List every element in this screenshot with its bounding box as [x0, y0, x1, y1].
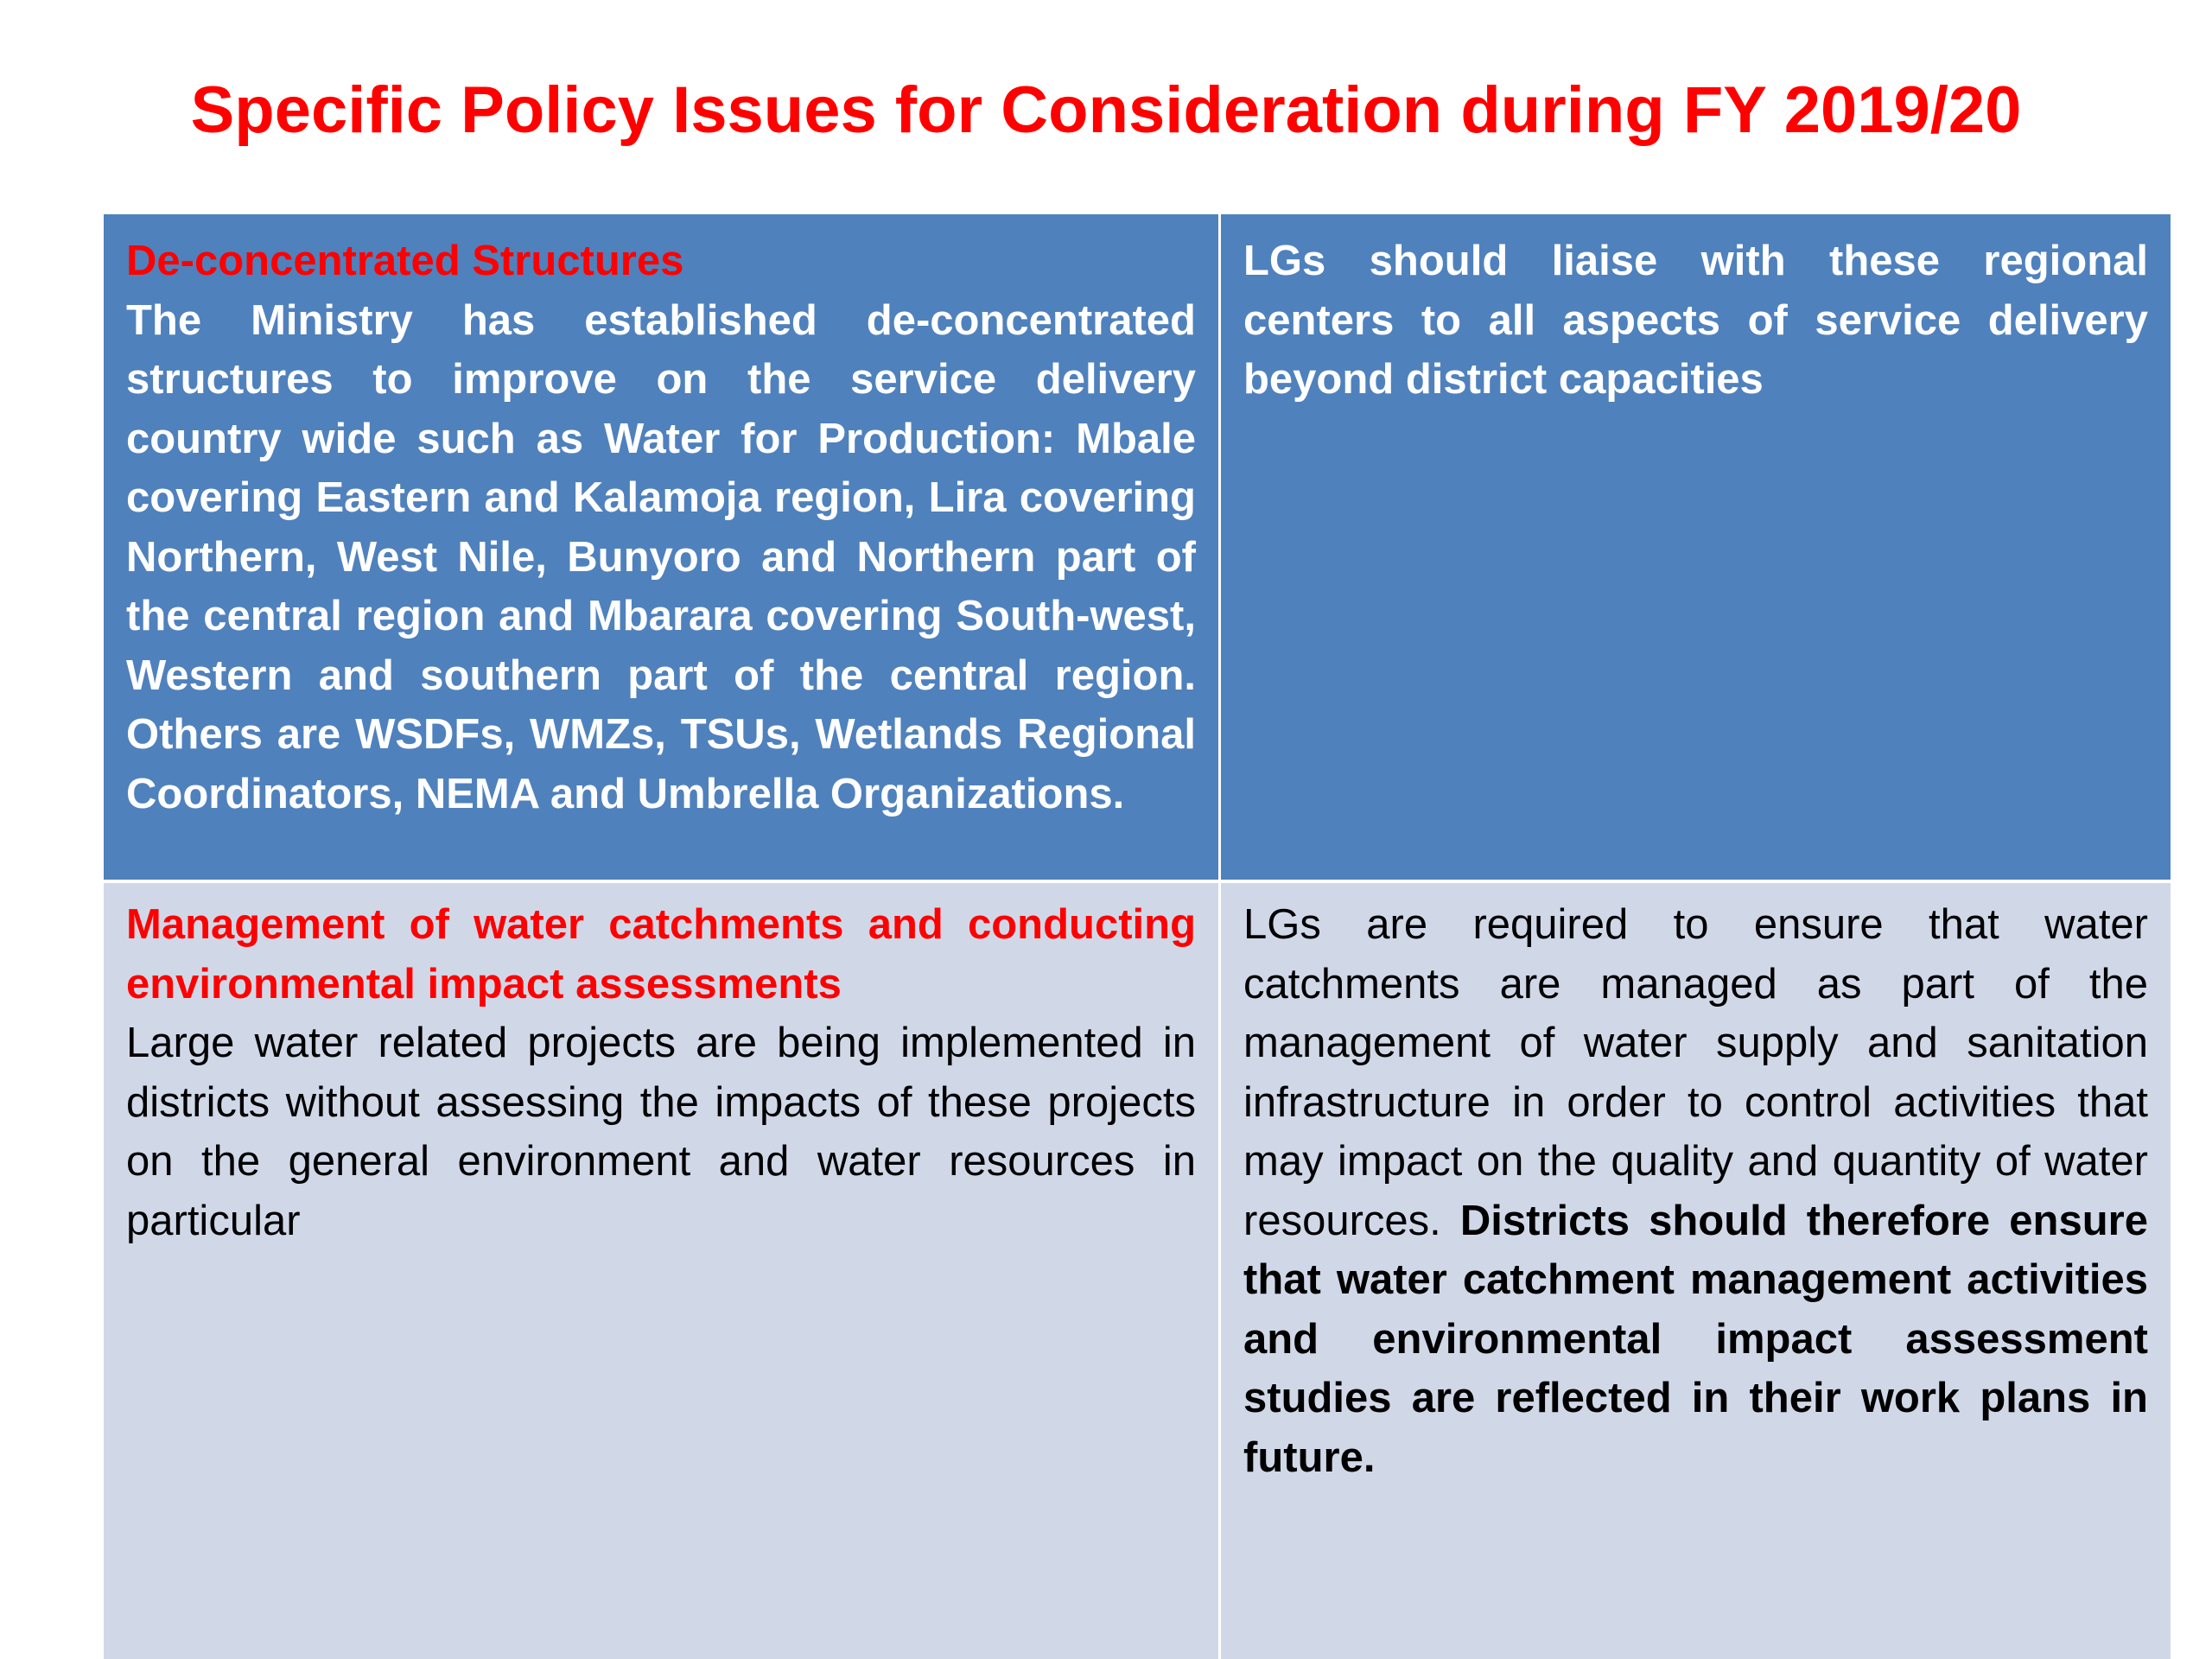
row1-action-cell: [1221, 214, 2171, 883]
row2-issue-cell: [104, 883, 1221, 1659]
slide-title: Specific Policy Issues for Consideration during FY 2019/20: [190, 73, 2022, 147]
row1-issue-text: The Ministry has established de-concentrated structures to improve on the service delivery country wide such as Water for Production: Mbale covering Eastern and Kalamoja region, Lira covering Northern, West Nile, Bunyoro and Northern part of the central region and Mbarara covering South-west, Western and southern part of the central region. Others are WSDFs, WMZs, TSUs, Wetlands Regional Coordinators, NEMA and Umbrella Organizations.: [126, 296, 1196, 817]
row2-action-cell: [1221, 883, 2171, 1659]
row1-action-text: LGs should liaise with these regional centers to all aspects of service delivery beyond district capacities: [1243, 238, 2148, 403]
policy-table: [104, 214, 2171, 1659]
row2-action-text: LGs are required to ensure that water catchments are managed as part of the management of water supply and sanitation infrastructure in order to control activities that may impact on the quality and quantity of water resources.: [1243, 901, 2148, 1244]
row2-issue-text: Large water related projects are being implemented in districts without assessing the impacts of these projects on the general environment and water resources in particular: [126, 1020, 1196, 1244]
row1-issue-cell: [104, 214, 1221, 883]
row2-action-text-bold: Districts should therefore ensure that water catchment management activities and environmental impact assessment studies are reflected in their work plans in future.: [1243, 1197, 2148, 1481]
row1-issue-heading: De-concentrated Structures: [126, 238, 684, 284]
row2-issue-heading: Management of water catchments and conducting environmental impact assessments: [126, 901, 1196, 1007]
